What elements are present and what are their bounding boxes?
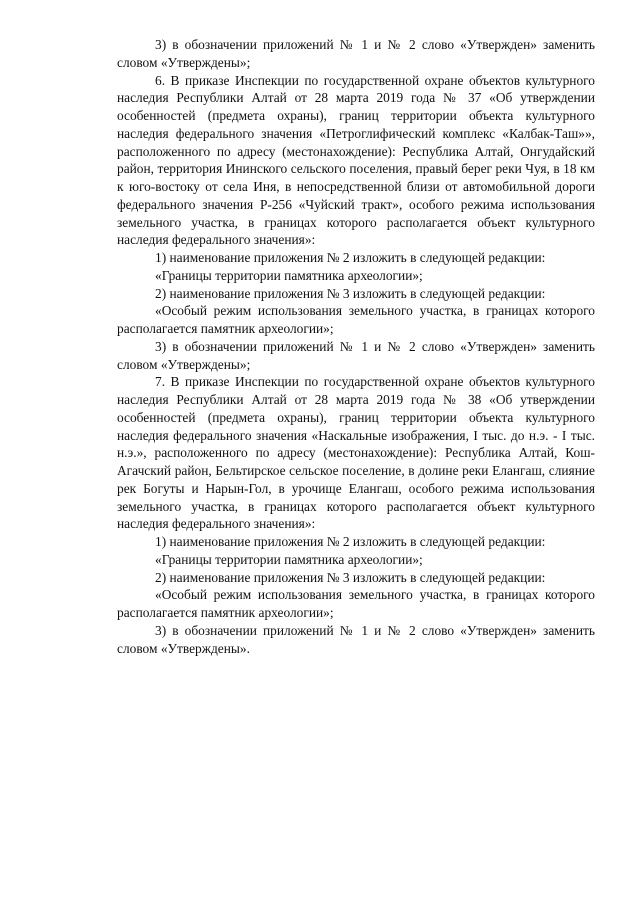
document-page <box>117 36 595 657</box>
paragraph-quote-boundaries: «Границы территории памятника археологии»; <box>155 267 423 283</box>
paragraph-item-2: 2) наименование приложения № 3 изложить в следующей редакции: <box>155 285 546 301</box>
paragraph-quote-special-regime: «Особый режим использования земельного участка, в границах которого располагается памятник археологии»; <box>117 587 595 620</box>
paragraph-item-3: 3) в обозначении приложений № 1 и № 2 слово «Утвержден» заменить словом «Утверждены»; <box>117 338 595 372</box>
paragraph-item-3: 3) в обозначении приложений № 1 и № 2 слово «Утвержден» заменить словом «Утверждены». <box>117 622 595 656</box>
paragraph-item-3-heading-change: 3) в обозначении приложений № 1 и № 2 слово «Утвержден» заменить словом «Утверждены»; <box>117 37 595 70</box>
paragraph-quote-special-regime: «Особый режим использования земельного участка, в границах которого располагается памятник археологии»; <box>117 303 595 336</box>
paragraph-item-1: 1) наименование приложения № 2 изложить в следующей редакции: <box>155 250 546 265</box>
paragraph-section-7: 7. В приказе Инспекции по государственной охране объектов культурного наследия Республики Алтай от 28 марта 2019 года № 38 «Об утверждении особенностей (предмета охраны), границ территории объекта культурного наследия федерального значения «Наскальные изображения, I тыс. до н.э. - I тыс. н.э.», расположенного по адресу (местонахождение): Республика Алтай, Кош-Агачский район, Бельтирское сельское поселение, в долине реки Елангаш, слияние рек Богуты и Нарын-Гол, в урочище Елангаш, особого режима использования земельного участка, в границах которого располагается объект культурного наследия федерального значения»: <box>117 374 595 532</box>
paragraph-item-2: 2) наименование приложения № 3 изложить в следующей редакции: <box>155 569 546 585</box>
paragraph-item-1: 1) наименование приложения № 2 изложить в следующей редакции: <box>155 534 546 549</box>
paragraph-quote-boundaries: «Границы территории памятника археологии»; <box>155 551 423 567</box>
paragraph-section-6: 6. В приказе Инспекции по государственной охране объектов культурного наследия Республики Алтай от 28 марта 2019 года № 37 «Об утверждении особенностей (предмета охраны), границ территории объекта культурного наследия федерального значения «Петроглифический комплекс «Калбак-Таш»», расположенного по адресу (местонахождение): Республика Алтай, Онгудайский район, территория Ининского сельского поселения, правый берег реки Чуя, в 18 км к юго-востоку от села Иня, в непосредственной близи от автомобильной дороги федерального значения Р-256 «Чуйский тракт», особого режима использования земельного участка, в границах которого располагается объект культурного наследия федерального значения»: <box>117 72 595 248</box>
